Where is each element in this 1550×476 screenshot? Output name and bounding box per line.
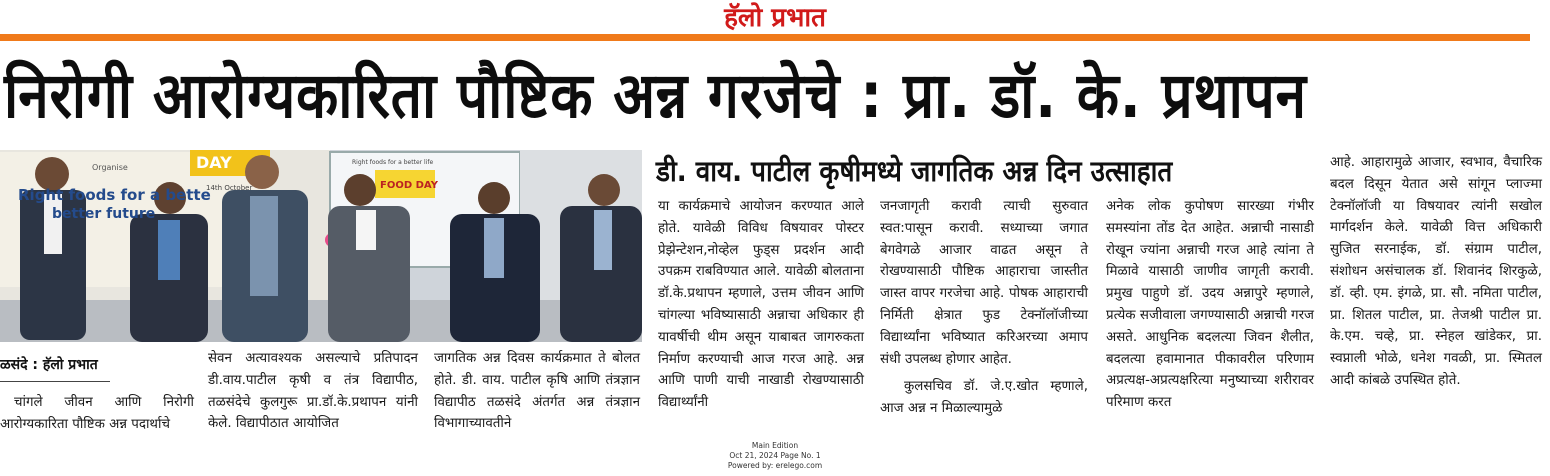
subheadline: डी. वाय. पाटील कृषीमध्ये जागतिक अन्न दिन उत्साहात (656, 154, 1173, 188)
article-column-1 (658, 196, 864, 414)
masthead (0, 0, 1550, 46)
screen-logo-text: FOOD DAY (380, 180, 438, 191)
screen-small-text: Right foods for a better life (352, 159, 434, 166)
lead-paragraph (0, 392, 194, 436)
footer-powered: Powered by: erelego.com (727, 461, 823, 470)
column-5-text: सेवन अत्यावश्यक असल्याचे प्रतिपादन डी.वाय.पाटील कृषी व तंत्र विद्यापीठ, तळसंदेचे कुलगुरू प्रा.डॉ.के.प्रथापन यांनी केले. विद्यापीठात आयोजित (208, 351, 418, 432)
article-column-4 (1330, 152, 1542, 392)
dateline-divider (0, 381, 110, 382)
banner-small-text: Organise (92, 163, 128, 172)
footer-date-page: Oct 21, 2024 Page No. 1 (729, 451, 821, 460)
article-column-5 (208, 348, 418, 435)
photo-illustration (0, 150, 642, 342)
footer-edition: Main Edition (751, 441, 799, 450)
column-4-text: आहे. आहारामुळे आजार, स्वभाव, वैचारिक बदल दिसून येतात असे सांगून प्लाज्मा टेक्नॉलॉजी या विषयावर त्यांनी सखोल मार्गदर्शन केले. यावेळी वित्त अधिकारी सुजित सरनाईक, डॉ. संग्राम पाटील, संशोधन असंचालक डॉ. शिवानंद शिरकुळे, डॉ. व्ही. एम. इंगळे, प्रा. सौ. नमिता पाटील, प्रा. शितल पाटील, प्रा. तेजश्री पाटील प्रा. के.एम. चव्हे, प्रा. स्नेहल खांडेकर, प्रा. स्वप्नाली भोळे, धनेश गवळी, प्रा. स्मितल आदी कांबळे उपस्थित होते. (1330, 155, 1542, 388)
lead-text: चांगले जीवन आणि निरोगी आरोग्यकारिता पौष्टिक अन्न पदार्थाचे (0, 395, 194, 432)
column-6-text: जागतिक अन्न दिवस कार्यक्रमात ते बोलत होते. डी. वाय. पाटील कृषि आणि तंत्रज्ञान विद्यापीठ तळसंदे अंतर्गत अन्न तंत्रज्ञान विभागाच्यावतीने (434, 351, 640, 432)
banner-slogan-text-2: better future (52, 206, 156, 222)
masthead-divider (0, 34, 1530, 41)
headline: निरोगी आरोग्यकारिता पौष्टिक अन्न गरजेचे : प्रा. डॉ. के. प्रथापन (4, 59, 1307, 132)
dateline: ळसंदे : हॅलो प्रभात (0, 357, 98, 373)
banner-slogan-text: Right foods for a bette (18, 186, 211, 204)
edition-footer (700, 441, 850, 471)
column-2-text-a: जनजागृती करावी त्याची सुरुवात स्वत:पासून करावी. सध्याच्या जगात बेगवेगळे आजार वाढत असून ते रोखण्यासाठी पौष्टिक आहाराचा जास्तीत जास्त वापर गरजेचा आहे. पोषक आहाराची निर्मिती क्षेत्रात फुड टेक्नॉलॉजीच्या विद्यार्थ्यांना भविष्यात करिअरच्या अमाप संधी उपलब्ध होणार आहेत. (880, 199, 1088, 367)
banner-day-text: DAY (196, 153, 232, 172)
masthead-title: हॅलो प्रभात (724, 3, 826, 33)
column-3-text: अनेक लोक कुपोषण सारख्या गंभीर समस्यांना तोंड देत आहेत. अन्नाची नासाडी रोखून ज्यांना अन्नाची गरज आहे त्यांना ते मिळावे यासाठी जाणीव जागृती करावी. प्रमुख पाहुणे डॉ. उदय अन्नापुरे म्हणाले, प्रत्येक सजीवाला जगण्यासाठी अन्नाची गरज असते. आधुनिक बदलत्या जिवन शैलीत, बदलत्या हवामानात पीकावरील परिणाम अप्रत्यक्ष-अप्रत्यक्षरित्या मनुष्याच्या शरीरावर परिमाण करत (1106, 199, 1314, 411)
article-column-6 (434, 348, 640, 435)
column-2-text-b: कुलसचिव डॉ. जे.ए.खोत म्हणाले, आज अन्न न मिळाल्यामुळे (880, 379, 1088, 417)
banner-date-text: 14th October (206, 184, 253, 192)
column-1-text: या कार्यक्रमाचे आयोजन करण्यात आले होते. यावेळी विविध विषयावर पोस्टर प्रेझेन्टेशन,नोव्हेल फुड्स प्रदर्शन आदी उपक्रम राबविण्यात आले. यावेळी बोलताना डॉ.के.प्रथापन म्हणाले, उत्तम जीवन आणि चांगल्या भविष्यासाठी अन्नाचा अधिकार ही यावर्षीची थीम असून याबाबत जागरुकता निर्माण करण्याची आज गरज आहे. अन्न आणि पाणी याची नाखाडी रोखण्यासाठी विद्यार्थ्यांनी (658, 199, 864, 411)
news-photo (0, 150, 642, 342)
article-column-2 (880, 196, 1088, 420)
article-column-3 (1106, 196, 1314, 414)
